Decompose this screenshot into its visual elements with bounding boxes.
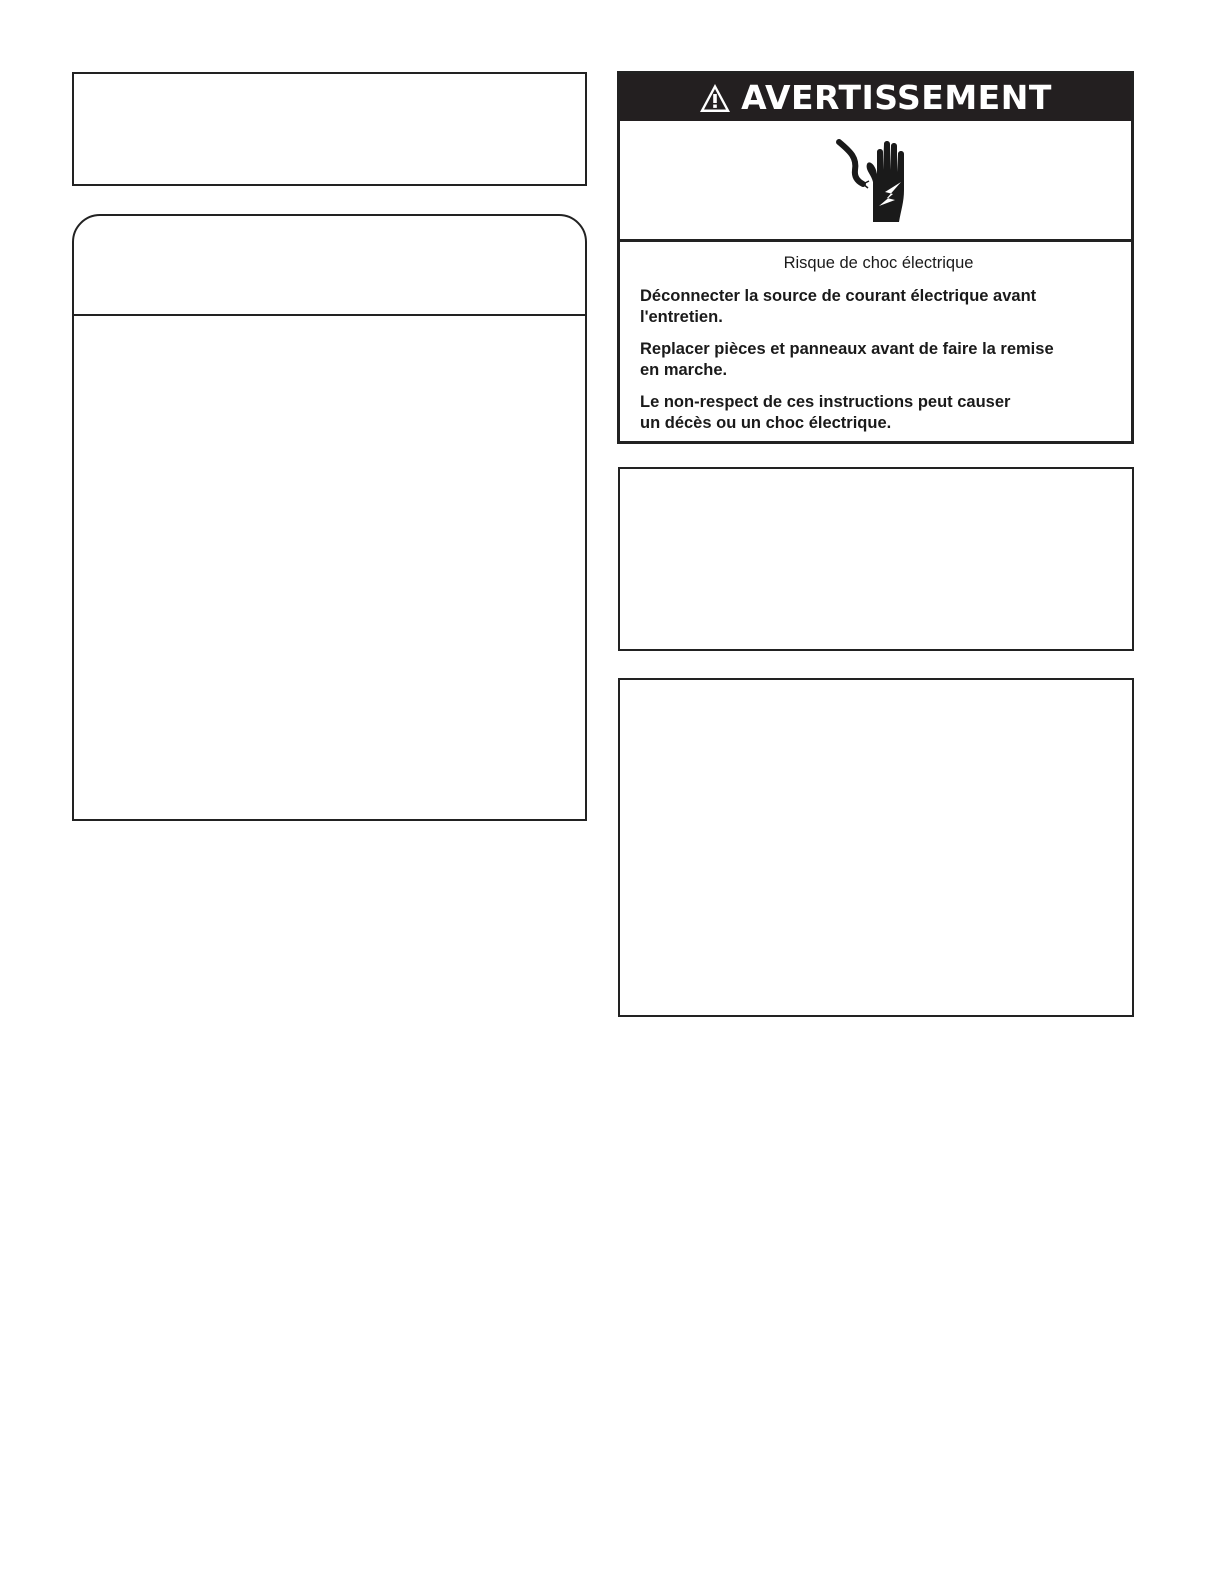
warning-text bbox=[640, 254, 1117, 445]
instruction-line: Le non-respect de ces instructions peut causer bbox=[640, 393, 1011, 411]
warning-triangle-icon bbox=[699, 83, 731, 113]
warning-header bbox=[620, 74, 1131, 121]
instruction-line: un décès ou un choc électrique. bbox=[640, 414, 892, 432]
warning-panel bbox=[617, 71, 1134, 444]
empty-box-right-bottom bbox=[618, 678, 1134, 1017]
instruction-line: Déconnecter la source de courant électrique avant bbox=[640, 287, 1037, 305]
instruction-line: en marche. bbox=[640, 361, 728, 379]
instruction-disconnect bbox=[640, 286, 1117, 328]
empty-box-right-middle bbox=[618, 467, 1134, 651]
instruction-replace bbox=[640, 339, 1117, 381]
warning-title: AVERTISSEMENT bbox=[741, 78, 1052, 117]
rounded-box-divider bbox=[74, 314, 585, 316]
instruction-line: l'entretien. bbox=[640, 308, 723, 326]
warning-symbol-area bbox=[620, 121, 1131, 242]
empty-box-top-left bbox=[72, 72, 587, 186]
instruction-line: Replacer pièces et panneaux avant de faire la remise bbox=[640, 340, 1054, 358]
electric-shock-hand-icon bbox=[821, 130, 931, 230]
instruction-consequence bbox=[640, 392, 1117, 434]
empty-rounded-box bbox=[72, 214, 587, 821]
risk-heading: Risque de choc électrique bbox=[783, 254, 974, 272]
